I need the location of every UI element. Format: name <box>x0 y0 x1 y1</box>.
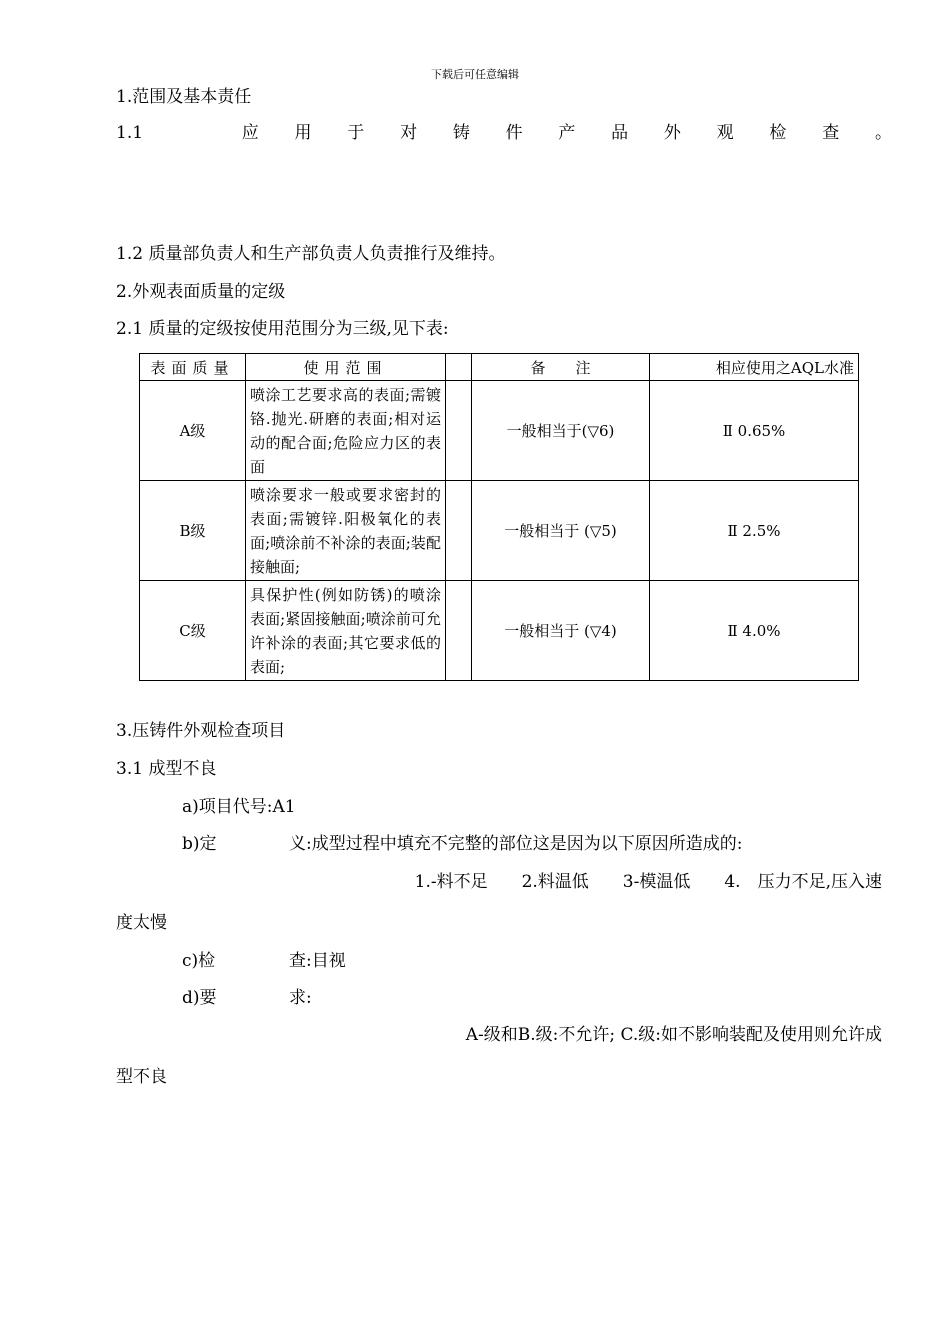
item-c-text: 查:目视 <box>289 951 346 971</box>
cell-aql: Ⅱ 4.0% <box>650 581 859 681</box>
page-header: 下载后可任意编辑 <box>431 68 519 81</box>
spread-char: 用 <box>294 123 312 143</box>
grade-table <box>139 353 859 681</box>
table-row <box>140 481 859 581</box>
spread-char: 件 <box>505 123 523 143</box>
item-c-label: c)检 <box>182 951 216 971</box>
header-aql: 相应使用之AQL水准 <box>650 354 859 381</box>
cell-note: 一般相当于 (▽4) <box>472 581 650 681</box>
table-row <box>140 381 859 481</box>
item-b-continuation: 度太慢 <box>116 913 167 933</box>
header-range: 使用范围 <box>246 354 446 381</box>
spread-char: 应 <box>241 123 259 143</box>
section-3-title: 3.压铸件外观检查项目 <box>116 721 286 741</box>
item-d-text: 求: <box>289 988 312 1008</box>
spread-char: 查 <box>822 123 840 143</box>
cell-grade: B级 <box>140 481 246 581</box>
section-1-1-number: 1.1 <box>116 123 144 143</box>
item-b-text: 义:成型过程中填充不完整的部位这是因为以下原因所造成的: <box>289 834 743 854</box>
cell-range: 具保护性(例如防锈)的喷涂表面;紧固接触面;喷涂前可允许补涂的表面;其它要求低的表面; <box>246 581 446 681</box>
item-a: a)项目代号:A1 <box>182 797 296 817</box>
cell-note: 一般相当于 (▽5) <box>472 481 650 581</box>
spread-char: 品 <box>611 123 629 143</box>
spread-char: 于 <box>347 123 365 143</box>
cell-blank <box>446 481 472 581</box>
spread-char: 对 <box>400 123 418 143</box>
cell-range: 喷涂要求一般或要求密封的表面;需镀锌.阳极氧化的表面;喷涂前不补涂的表面;装配接触面; <box>246 481 446 581</box>
header-note: 备 注 <box>472 354 650 381</box>
spread-char: 检 <box>769 123 787 143</box>
cell-grade: A级 <box>140 381 246 481</box>
section-2-title: 2.外观表面质量的定级 <box>116 282 286 302</box>
header-grade: 表面质量 <box>140 354 246 381</box>
table-row <box>140 581 859 681</box>
section-3-1: 3.1 成型不良 <box>116 759 217 779</box>
item-d-label: d)要 <box>182 988 217 1008</box>
section-2-1: 2.1 质量的定级按使用范围分为三级,见下表: <box>116 319 449 339</box>
spread-char: 铸 <box>452 123 470 143</box>
cell-note: 一般相当于(▽6) <box>472 381 650 481</box>
item-d-requirement: A-级和B.级:不允许; C.级:如不影响装配及使用则允许成 <box>465 1025 882 1045</box>
cell-range: 喷涂工艺要求高的表面;需镀铬.抛光.研磨的表面;相对运动的配合面;危险应力区的表面 <box>246 381 446 481</box>
section-1-1 <box>116 122 892 144</box>
cell-blank <box>446 381 472 481</box>
item-b-label: b)定 <box>182 834 217 854</box>
spread-char: 外 <box>663 123 681 143</box>
item-b-causes: 1.-料不足 2.料温低 3-模温低 4. 压力不足,压入速 <box>414 872 882 892</box>
cell-aql: Ⅱ 2.5% <box>650 481 859 581</box>
item-d-continuation: 型不良 <box>116 1067 167 1087</box>
table-header-row <box>140 354 859 381</box>
cell-aql: Ⅱ 0.65% <box>650 381 859 481</box>
section-1-title: 1.范围及基本责任 <box>116 87 252 107</box>
header-blank <box>446 354 472 381</box>
spread-char: 产 <box>558 123 576 143</box>
spread-char: 。 <box>874 123 892 143</box>
section-1-2: 1.2 质量部负责人和生产部负责人负责推行及维持。 <box>116 244 506 264</box>
cell-grade: C级 <box>140 581 246 681</box>
spread-char: 观 <box>716 123 734 143</box>
cell-blank <box>446 581 472 681</box>
